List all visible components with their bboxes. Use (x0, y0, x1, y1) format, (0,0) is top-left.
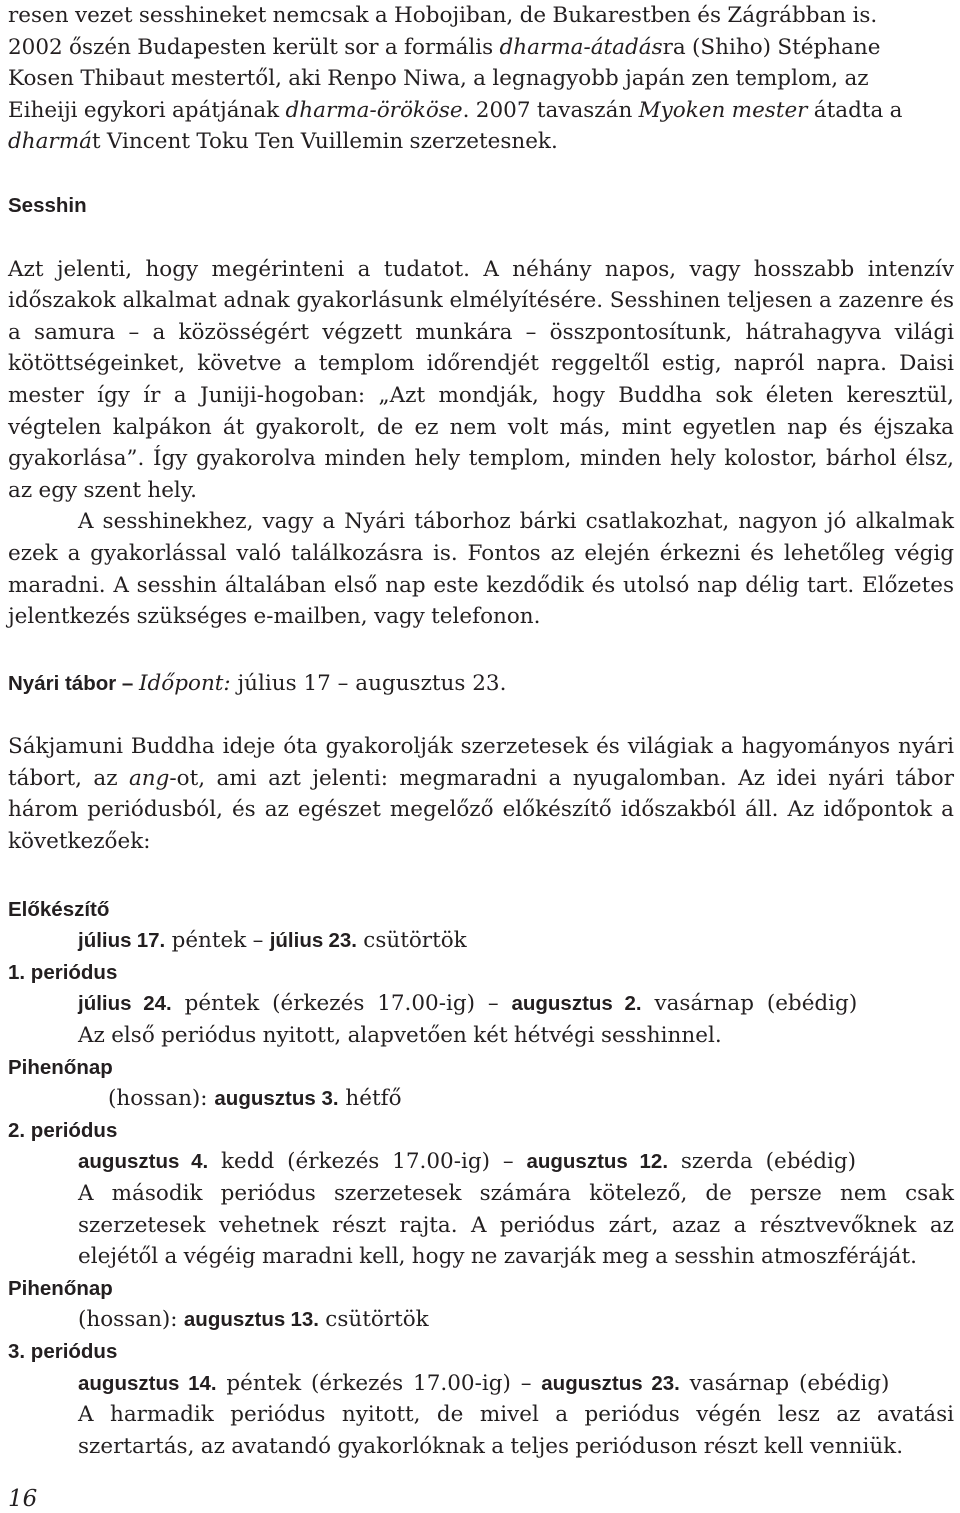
schedule-period-3-dates: augusztus 14. péntek (érkezés 17.00-ig) – augusztus 23. vasárnap (ebédig) (78, 1370, 890, 1396)
document-page (8, 0, 954, 1462)
schedule-rest-2-title: Pihenőnap (8, 1276, 113, 1300)
schedule-period-3-title: 3. periódus (8, 1339, 118, 1363)
page-number: 16 (8, 1486, 38, 1512)
schedule-rest-1-title: Pihenőnap (8, 1055, 113, 1079)
schedule-period-2-dates: augusztus 4. kedd (érkezés 17.00-ig) – augusztus 12. szerda (ebédig) (78, 1149, 857, 1175)
schedule-list (8, 894, 954, 1463)
intro-paragraph: resen vezet sesshineket nemcsak a Hobojiban, de Bukarestben és Zágrábban is. 2002 őszén Budapesten került sor a formális dharma-átadásra (Shiho) Stéphane Kosen Thibaut mestertől, aki Renpo Niwa, a legnagyobb japán zen templom, az Eiheiji egykori apátjának dharma-örököse. 2007 tavaszán Myoken mester átadta a dharmát Vincent Toku Ten Vuillemin szerzetesnek. (8, 3, 903, 155)
schedule-period-2-desc: A második periódus szerzetesek számára kötelező, de persze nem csak szerzetesek vehetnek részt rajta. A periódus zárt, azaz a résztvevőknek az elejétől a végéig maradni kell, hogy ne zavarják meg a sesshin atmoszféráját. (78, 1181, 954, 1270)
schedule-period-1-title: 1. periódus (8, 960, 118, 984)
schedule-rest-1-dates: (hossan): augusztus 3. hétfő (108, 1086, 402, 1112)
schedule-prep-dates: július 17. péntek – július 23. csütörtök (78, 928, 467, 954)
sesshin-heading: Sesshin (8, 193, 87, 217)
schedule-period-1-dates: július 24. péntek (érkezés 17.00-ig) – augusztus 2. vasárnap (ebédig) (78, 991, 858, 1017)
schedule-period-3-desc: A harmadik periódus nyitott, de mivel a periódus végén lesz az avatási szertartás, az avatandó gyakorlóknak a teljes perióduson részt kell venniük. (78, 1402, 954, 1459)
schedule-prep-title: Előkészítő (8, 897, 110, 921)
sesshin-paragraph-2: A sesshinekhez, vagy a Nyári táborhoz bárki csatlakozhat, nagyon jó alkalmak ezek a gyakorlással való találkozásra is. Fontos az elején érkezni és lehetőleg végig maradni. A sesshin általában első nap este kezdődik és utolsó nap délig tart. Előzetes jelentkezés szükséges e-mailben, vagy telefonon. (8, 509, 954, 630)
schedule-period-1-desc: Az első periódus nyitott, alapvetően két hétvégi sesshinnel. (78, 1023, 722, 1049)
summer-camp-paragraph: Sákjamuni Buddha ideje óta gyakorolják szerzetesek és világiak a hagyományos nyári tábort, az ang-ot, ami azt jelenti: megmaradni a nyugalomban. Az idei nyári tábor három periódusból, és az egészet megelőző előkészítő időszakból áll. Az időpontok a következőek: (8, 734, 955, 855)
summer-camp-heading: Nyári tábor – Időpont: július 17 – augusztus 23. (8, 670, 507, 696)
schedule-rest-2-dates: (hossan): augusztus 13. csütörtök (78, 1307, 429, 1333)
sesshin-paragraph-1: Azt jelenti, hogy megérinteni a tudatot. A néhány napos, vagy hosszabb intenzív időszakok alkalmat adnak gyakorlásunk elmélyítésére. Sesshinen teljesen a zazenre és a samura – a közösségért végzett munkára – összpontosítunk, hátrahagyva világi kötöttségeinket, követve a templom időrendjét reggeltől estig, napról napra. Daisi mester így ír a Juniji-hogoban: „Azt mondják, hogy Buddha sok életen keresztül, végtelen kalpákon át gyakorolt, de ez nem volt más, mint egyetlen nap és éjszaka gyakorlása”. Így gyakorolva minden hely templom, minden hely kolostor, bárhol élsz, az egy szent hely. (8, 256, 954, 503)
schedule-period-2-title: 2. periódus (8, 1118, 118, 1142)
